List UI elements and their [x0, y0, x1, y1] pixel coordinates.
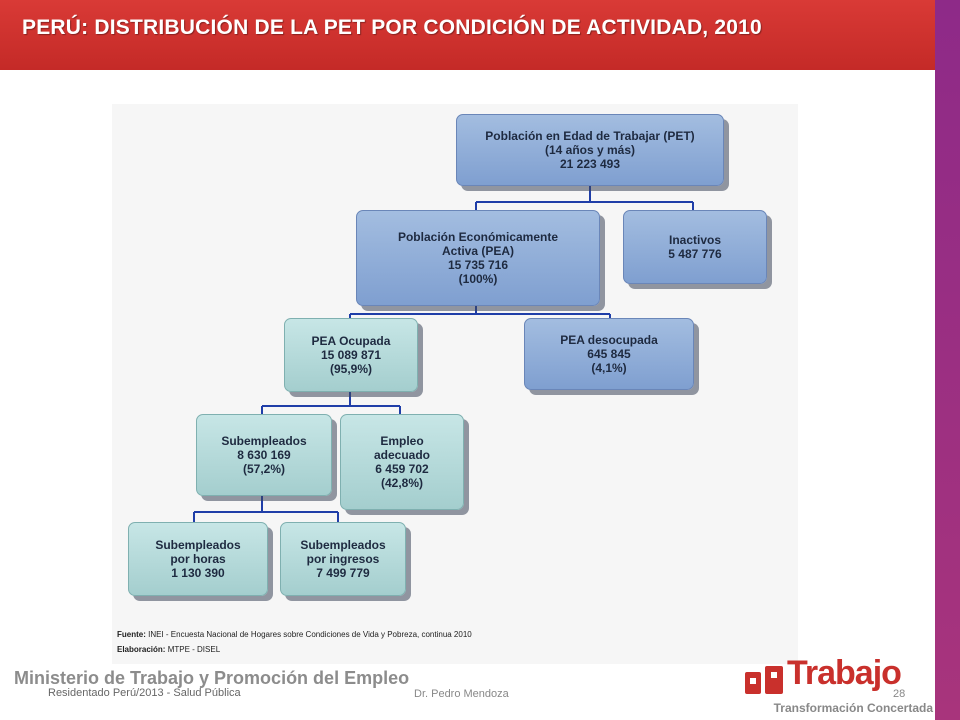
course-label: Residentado Perú/2013 - Salud Pública — [48, 687, 241, 699]
node-inactivos — [623, 210, 767, 284]
node-pea-title-1: Población Económicamente — [397, 230, 559, 244]
slide-title: PERÚ: DISTRIBUCIÓN DE LA PET POR CONDICIÓN DE ACTIVIDAD, 2010 — [22, 16, 762, 39]
logo-tagline: Transformación Concertada — [773, 701, 933, 715]
node-pea-desocupada-title: PEA desocupada — [560, 333, 658, 347]
node-pet-title: Población en Edad de Trabajar (PET) — [485, 129, 695, 143]
node-pea-desocupada — [524, 318, 694, 390]
node-subempleados-value: 8 630 169 — [237, 448, 291, 462]
node-pea-percent: (100%) — [458, 272, 498, 286]
node-sub-horas-value: 1 130 390 — [171, 566, 225, 580]
node-empleo-adecuado-percent: (42,8%) — [380, 476, 424, 490]
trabajo-logo-icon — [743, 664, 785, 700]
node-pea-desocupada-percent: (4,1%) — [591, 361, 627, 375]
node-inactivos-title: Inactivos — [668, 233, 722, 247]
logo-word: Trabajo — [787, 654, 901, 692]
ministry-name: Ministerio de Trabajo y Promoción del Empleo — [14, 668, 410, 688]
node-pea-desocupada-value: 645 845 — [587, 347, 631, 361]
node-empleo-adecuado-title-1: Empleo — [380, 434, 424, 448]
node-pea-ocupada — [284, 318, 418, 392]
node-sub-ingresos-title-2: por ingresos — [306, 552, 380, 566]
elaboration-text: MTPE - DISEL — [167, 645, 221, 654]
source-notes — [117, 627, 472, 657]
node-pea-value: 15 735 716 — [447, 258, 509, 272]
elaboration-line — [117, 642, 472, 657]
node-pea-ocupada-value: 15 089 871 — [320, 348, 382, 362]
node-empleo-adecuado-title-2: adecuado — [373, 448, 430, 462]
node-subempleados-horas — [128, 522, 268, 596]
node-subempleados-title: Subempleados — [221, 434, 307, 448]
author-label: Dr. Pedro Mendoza — [414, 688, 509, 700]
node-sub-ingresos-title-1: Subempleados — [300, 538, 386, 552]
page-number: 28 — [893, 688, 906, 700]
node-pea-ocupada-percent: (95,9%) — [329, 362, 373, 376]
node-pea — [356, 210, 600, 306]
source-text: INEI - Encuesta Nacional de Hogares sobre Condiciones de Vida y Pobreza, continua 2010 — [148, 630, 472, 639]
node-sub-ingresos-value: 7 499 779 — [316, 566, 370, 580]
source-label: Fuente: — [117, 630, 146, 639]
node-subempleados-ingresos — [280, 522, 406, 596]
node-empleo-adecuado-value: 6 459 702 — [375, 462, 429, 476]
node-sub-horas-title-2: por horas — [170, 552, 226, 566]
node-inactivos-value: 5 487 776 — [668, 247, 722, 261]
node-subempleados — [196, 414, 332, 496]
node-sub-horas-title-1: Subempleados — [155, 538, 241, 552]
node-pet-value: 21 223 493 — [559, 157, 621, 171]
node-pet — [456, 114, 724, 186]
node-pet-subtitle: (14 años y más) — [544, 143, 636, 157]
node-pea-ocupada-title: PEA Ocupada — [311, 334, 391, 348]
source-line — [117, 627, 472, 642]
elaboration-label: Elaboración: — [117, 645, 166, 654]
node-empleo-adecuado — [340, 414, 464, 510]
node-pea-title-2: Activa (PEA) — [441, 244, 515, 258]
node-subempleados-percent: (57,2%) — [242, 462, 286, 476]
